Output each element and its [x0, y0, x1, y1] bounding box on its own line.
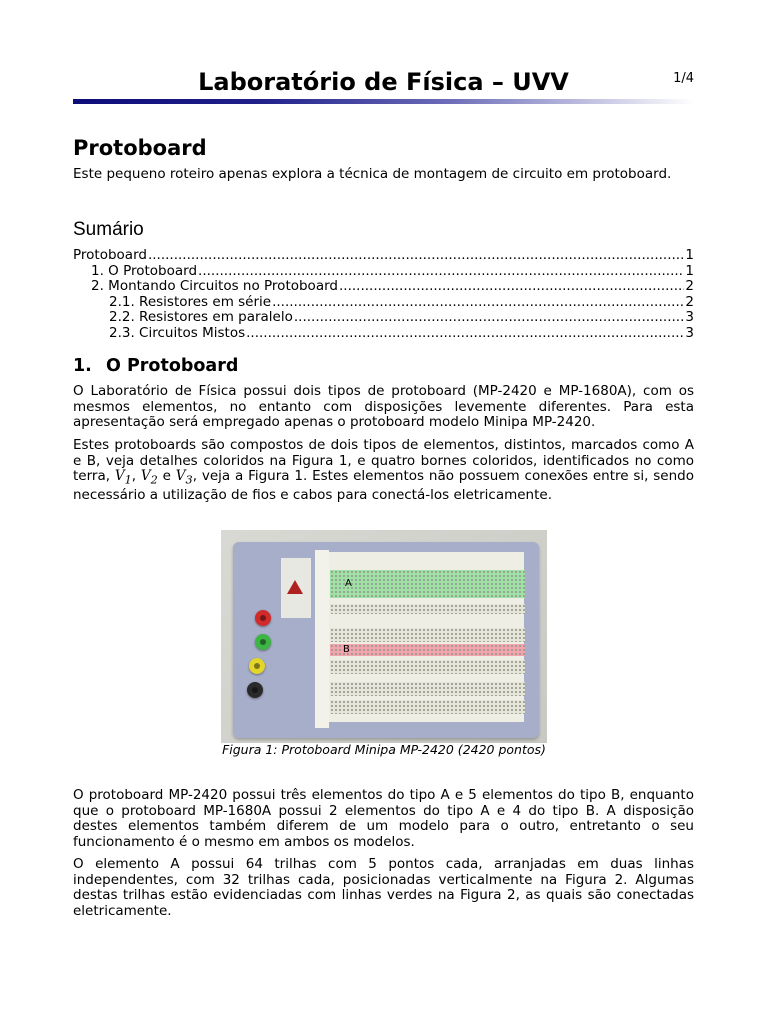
toc-entry-label: 2.3. Circuitos Mistos [109, 324, 246, 341]
breadboard-strip [330, 660, 525, 674]
paragraph-3: O protoboard MP-2420 possui três elementos do tipo A e 5 elementos do tipo B, enquanto que o protoboard MP-1680A possui 2 elementos do tipo A e 4 do tipo B. A disposição destes elementos também diferem de um modelo para o outro, entretanto o seu funcionamento é o mesmo em ambos os modelos. [73, 787, 694, 850]
page-header [73, 66, 694, 106]
toc-entry-page: 1 [685, 262, 694, 279]
paragraph-4: O elemento A possui 64 trilhas com 5 pontos cada, arranjadas em duas linhas independentes, com 32 trilhas cada, posicionadas verticalmente na Figura 2. Algumas destas trilhas estão evidenciadas com linhas verdes na Figura 2, as quais são conectadas eletricamente. [73, 856, 694, 919]
conjunction: e [162, 468, 171, 485]
breadboard-strip [330, 682, 525, 696]
brand-logo-icon [287, 580, 303, 594]
paragraph-2-end: , veja a Figura 1. Estes elementos não possuem conexões entre si, sendo necessário a utilização de fios e cabos para conectá-los eletricamente. [73, 468, 694, 504]
element-b-highlight [330, 644, 525, 656]
element-a-label: A [345, 578, 352, 589]
label-column [315, 550, 329, 728]
protoboard-photo [221, 530, 547, 743]
brand-logo-area [281, 558, 311, 618]
toc-entry-label: 2.2. Resistores em paralelo [109, 309, 293, 326]
toc-entry[interactable] [73, 326, 694, 342]
toc-entry-label: 2.1. Resistores em série [109, 293, 272, 310]
header-rule [73, 99, 694, 104]
breadboard-strip [330, 700, 525, 714]
breadboard-strip [330, 628, 525, 642]
yellow-terminal-post [249, 658, 265, 674]
toc-entry[interactable] [73, 264, 694, 280]
v2-symbol: $V_2$ [140, 468, 158, 487]
toc-entry[interactable] [73, 295, 694, 311]
toc-entry-page: 3 [685, 309, 694, 326]
paragraph-2-start: Estes protoboards são compostos de dois tipos de elementos, distintos, marcados como A e B, veja detalhes coloridos na Figura 1, e quatro bornes coloridos, identificados no como terra, [73, 437, 694, 485]
v1-symbol: $V_1$ [114, 468, 132, 487]
protoboard-base [233, 542, 539, 738]
toc-entry-label: Protoboard [73, 247, 147, 263]
chapter-heading [73, 356, 238, 376]
intro-paragraph: Este pequeno roteiro apenas explora a técnica de montagem de circuito em protoboard. [73, 166, 672, 182]
breadboard-strip [330, 604, 525, 614]
green-terminal-post [255, 634, 271, 650]
element-a-highlight [330, 570, 525, 598]
element-b-label: B [343, 644, 350, 655]
toc-entry[interactable] [73, 310, 694, 326]
paragraph-1: O Laboratório de Física possui dois tipos de protoboard (MP-2420 e MP-1680A), com os mesmos elementos, no entanto com disposições levemente diferentes. Para esta apresentação será empregado apenas o protoboard modelo Minipa MP-2420. [73, 383, 694, 431]
toc-entry-page: 1 [685, 247, 694, 263]
toc-entry-page: 3 [685, 324, 694, 341]
black-terminal-post [247, 682, 263, 698]
chapter-title: O Protoboard [106, 356, 239, 376]
chapter-number: 1. [73, 356, 92, 376]
page-number: 1/4 [673, 71, 694, 86]
red-terminal-post [255, 610, 271, 626]
toc-entry-page: 2 [685, 293, 694, 310]
figure-caption: Figura 1: Protoboard Minipa MP-2420 (2420 pontos) [222, 742, 546, 757]
toc-entry[interactable] [73, 279, 694, 295]
toc-heading: Sumário [73, 219, 144, 240]
toc-entry-label: 1. O Protoboard [91, 262, 198, 279]
toc-entry[interactable] [73, 248, 694, 264]
v3-symbol: $V_3$ [175, 468, 193, 487]
table-of-contents [73, 248, 694, 342]
document-title: Laboratório de Física – UVV [198, 68, 569, 96]
toc-entry-label: 2. Montando Circuitos no Protoboard [91, 278, 338, 295]
toc-entry-page: 2 [685, 278, 694, 295]
section-title: Protoboard [73, 136, 207, 160]
paragraph-2: Estes protoboards são compostos de dois tipos de elementos, distintos, marcados como A e B, veja detalhes coloridos na Figura 1, e quatro bornes coloridos, identificados no como terra, $V_1$, $V_2$ e $V_3$, veja a Figura 1. Estes elementos não possuem conexões entre si, sendo necessário a utilização de fios e cabos para conectá-los eletricamente. [73, 437, 694, 504]
